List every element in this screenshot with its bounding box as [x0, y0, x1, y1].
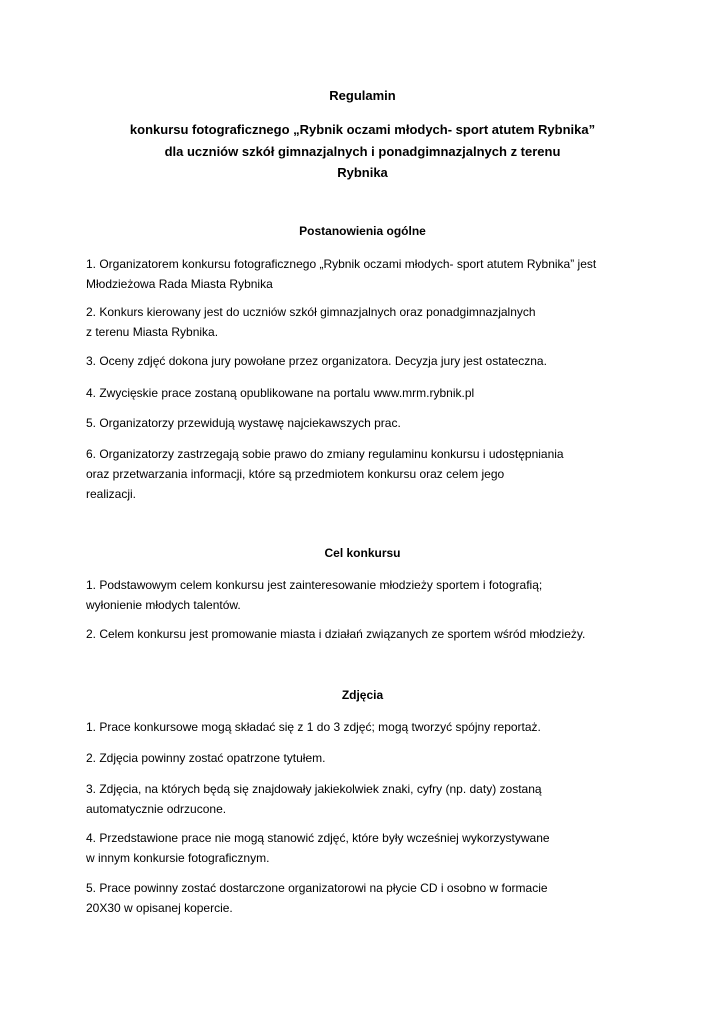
paragraph-line: automatycznie odrzucone. [86, 802, 227, 816]
paragraph-line: 1. Podstawowym celem konkursu jest zainteresowanie młodzieży sportem i fotografią; [86, 578, 543, 592]
paragraph [86, 254, 646, 294]
paragraph [86, 878, 646, 918]
paragraph-line: Młodzieżowa Rada Miasta Rybnika [86, 277, 273, 291]
paragraph [86, 575, 646, 615]
paragraph-line: 20X30 w opisanej kopercie. [86, 901, 233, 915]
paragraph-line: 1. Prace konkursowe mogą składać się z 1 do 3 zdjęć; mogą tworzyć spójny reportaż. [86, 720, 541, 734]
document-title: Regulamin [329, 88, 396, 103]
paragraph [86, 302, 646, 342]
paragraph-line: 4. Przedstawione prace nie mogą stanowić zdjęć, które były wcześniej wykorzystywane [86, 831, 550, 845]
paragraph-line: 6. Organizatorzy zastrzegają sobie prawo do zmiany regulaminu konkursu i udostępniania [86, 447, 564, 461]
section-heading-zdjecia: Zdjęcia [341, 688, 384, 702]
paragraph [86, 748, 646, 768]
paragraph-line: 2. Celem konkursu jest promowanie miasta i działań związanych ze sportem wśród młodzieży. [86, 627, 586, 641]
paragraph [86, 383, 646, 403]
paragraph [86, 351, 646, 371]
section-heading-cel-konkursu: Cel konkursu [324, 546, 401, 560]
paragraph-line: 5. Prace powinny zostać dostarczone organizatorowi na płycie CD i osobno w formacie [86, 881, 548, 895]
paragraph-line: 3. Zdjęcia, na których będą się znajdowały jakiekolwiek znaki, cyfry (np. daty) zostaną [86, 782, 542, 796]
paragraph-line: 4. Zwycięskie prace zostaną opublikowane na portalu www.mrm.rybnik.pl [86, 386, 475, 400]
paragraph-line: oraz przetwarzania informacji, które są przedmiotem konkursu oraz celem jego [86, 467, 505, 481]
paragraph [86, 717, 646, 737]
paragraph-line: 5. Organizatorzy przewidują wystawę najciekawszych prac. [86, 416, 401, 430]
paragraph-line: 3. Oceny zdjęć dokona jury powołane przez organizatora. Decyzja jury jest ostateczna. [86, 354, 547, 368]
paragraph-line: wyłonienie młodych talentów. [86, 598, 241, 612]
paragraph [86, 779, 646, 819]
document-subtitle [0, 119, 725, 184]
paragraph-line: 1. Organizatorem konkursu fotograficznego „Rybnik oczami młodych- sport atutem Rybnika” jest [86, 257, 597, 271]
paragraph [86, 828, 646, 868]
paragraph [86, 444, 646, 504]
paragraph-line: realizacji. [86, 487, 137, 501]
paragraph [86, 413, 646, 433]
paragraph-line: z terenu Miasta Rybnika. [86, 325, 219, 339]
paragraph-line: w innym konkursie fotograficznym. [86, 851, 270, 865]
paragraph-line: 2. Zdjęcia powinny zostać opatrzone tytułem. [86, 751, 326, 765]
section-heading-postanowienia: Postanowienia ogólne [299, 224, 426, 238]
subtitle-line: Rybnika [337, 165, 388, 180]
paragraph [86, 624, 646, 644]
subtitle-line: konkursu fotograficznego „Rybnik oczami młodych- sport atutem Rybnika” [129, 122, 596, 137]
paragraph-line: 2. Konkurs kierowany jest do uczniów szkół gimnazjalnych oraz ponadgimnazjalnych [86, 305, 536, 319]
subtitle-line: dla uczniów szkół gimnazjalnych i ponadgimnazjalnych z terenu [164, 143, 561, 159]
